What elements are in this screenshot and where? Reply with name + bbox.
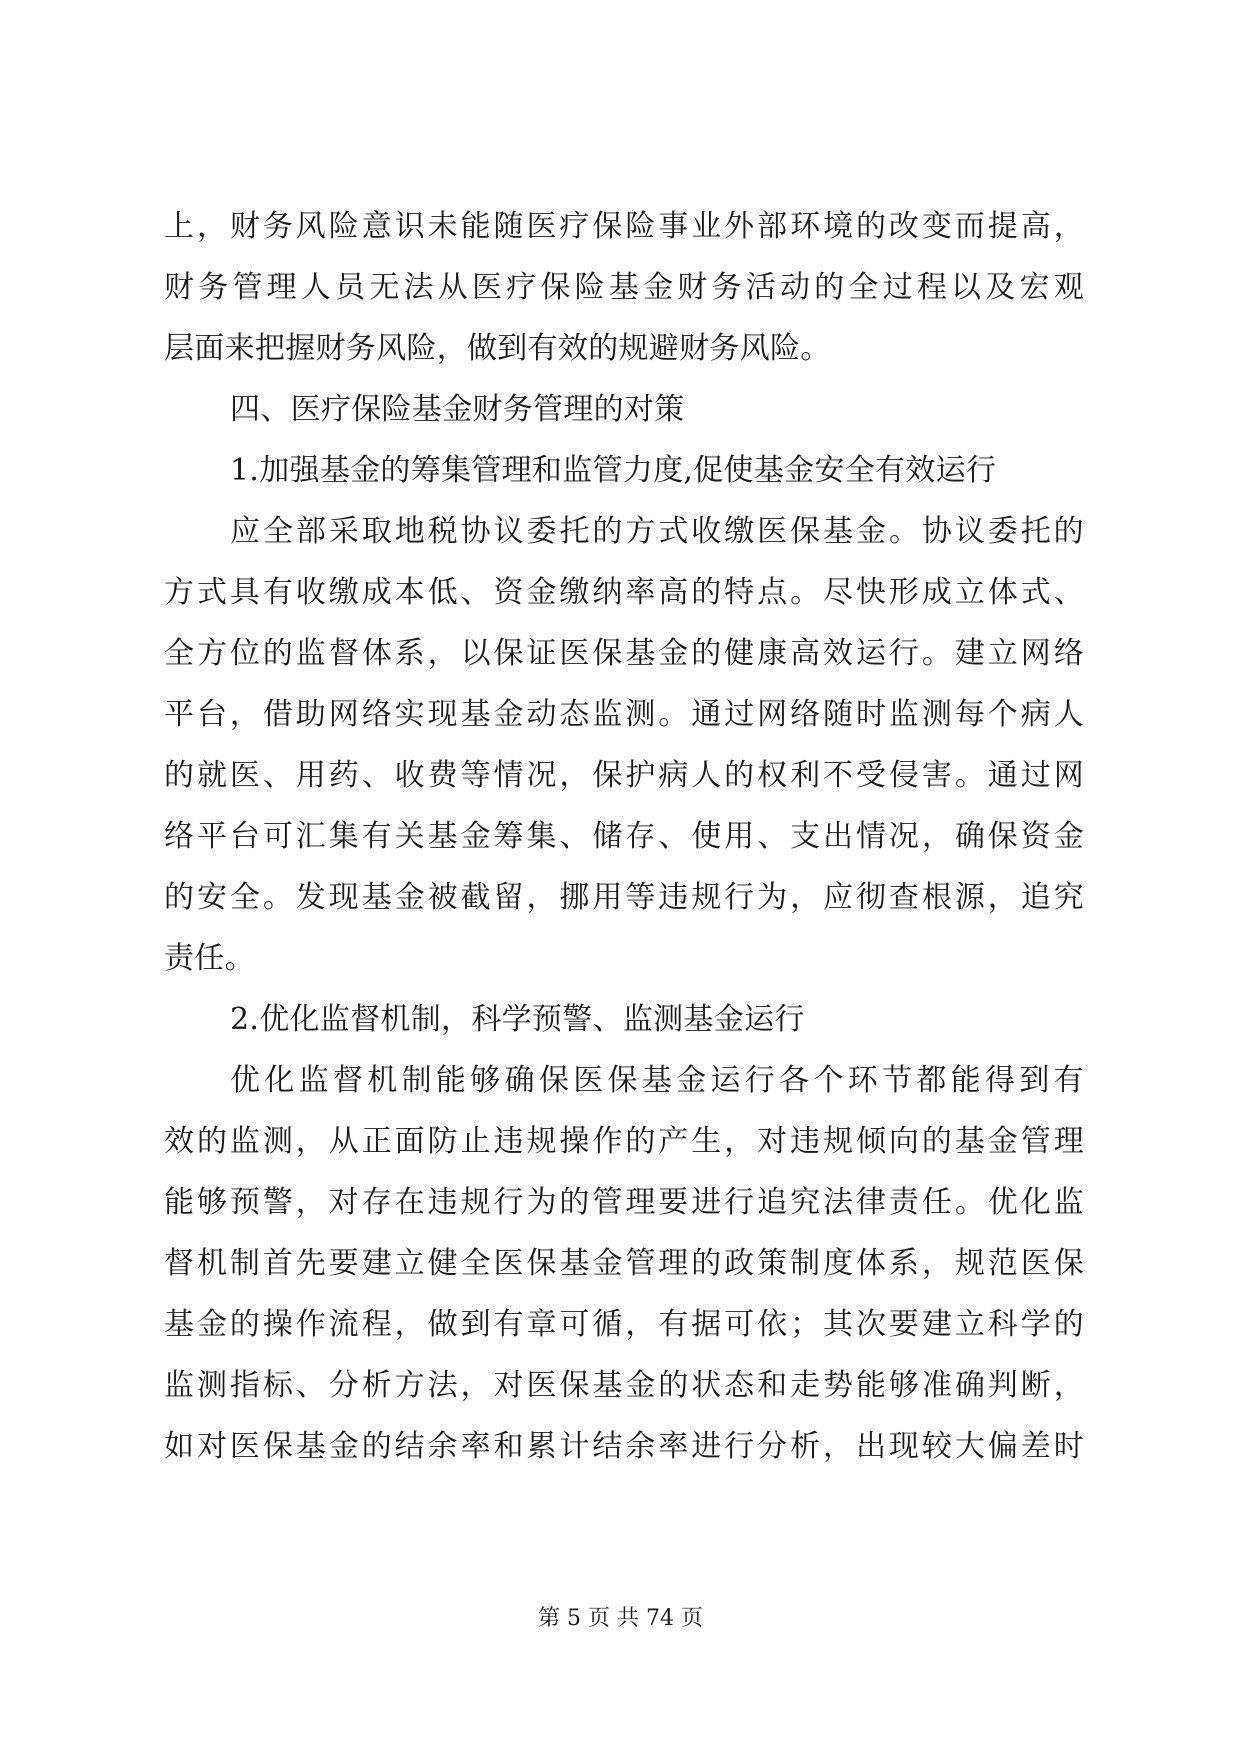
- section-heading: 四、医疗保险基金财务管理的对策: [230, 392, 685, 427]
- text-line-2: 财务管理人员无法从医疗保险基金财务活动的全过程以及宏观: [164, 270, 1084, 305]
- text-line-13: 责任。: [164, 941, 255, 976]
- text-line-7: 方式具有收缴成本低、资金缴纳率高的特点。尽快形成立体式、: [164, 575, 1084, 610]
- text-line-20: 监测指标、分析方法，对医保基金的状态和走势能够准确判断，: [164, 1368, 1084, 1403]
- text-line-3: 层面来把握财务风险，做到有效的规避财务风险。: [164, 331, 831, 366]
- text-line-11: 络平台可汇集有关基金筹集、储存、使用、支出情况，确保资金: [164, 819, 1084, 854]
- text-line-15: 优化监督机制能够确保医保基金运行各个环节都能得到有: [230, 1063, 1084, 1098]
- text-line-10: 的就医、用药、收费等情况，保护病人的权利不受侵害。通过网: [164, 758, 1084, 793]
- text-line-9: 平台，借助网络实现基金动态监测。通过网络随时监测每个病人: [164, 697, 1084, 732]
- text-line-16: 效的监测，从正面防止违规操作的产生，对违规倾向的基金管理: [164, 1124, 1084, 1159]
- subsection-heading-1: 1.加强基金的筹集管理和监管力度,促使基金安全有效运行: [230, 453, 997, 488]
- text-line-8: 全方位的监督体系，以保证医保基金的健康高效运行。建立网络: [164, 636, 1084, 671]
- text-line-19: 基金的操作流程，做到有章可循，有据可依；其次要建立科学的: [164, 1307, 1084, 1342]
- page-body: [164, 196, 1084, 1477]
- text-line-6: 应全部采取地税协议委托的方式收缴医保基金。协议委托的: [230, 514, 1084, 549]
- subsection-heading-2: 2.优化监督机制，科学预警、监测基金运行: [230, 1002, 805, 1037]
- text-line-17: 能够预警，对存在违规行为的管理要进行追究法律责任。优化监: [164, 1185, 1084, 1220]
- text-line-1: 上，财务风险意识未能随医疗保险事业外部环境的改变而提高，: [164, 209, 1084, 244]
- page-number-footer: 第 5 页 共 74 页: [538, 1606, 703, 1631]
- text-line-12: 的安全。发现基金被截留，挪用等违规行为，应彻查根源，追究: [164, 880, 1084, 915]
- text-line-18: 督机制首先要建立健全医保基金管理的政策制度体系，规范医保: [164, 1246, 1084, 1281]
- text-line-21: 如对医保基金的结余率和累计结余率进行分析，出现较大偏差时: [164, 1429, 1084, 1464]
